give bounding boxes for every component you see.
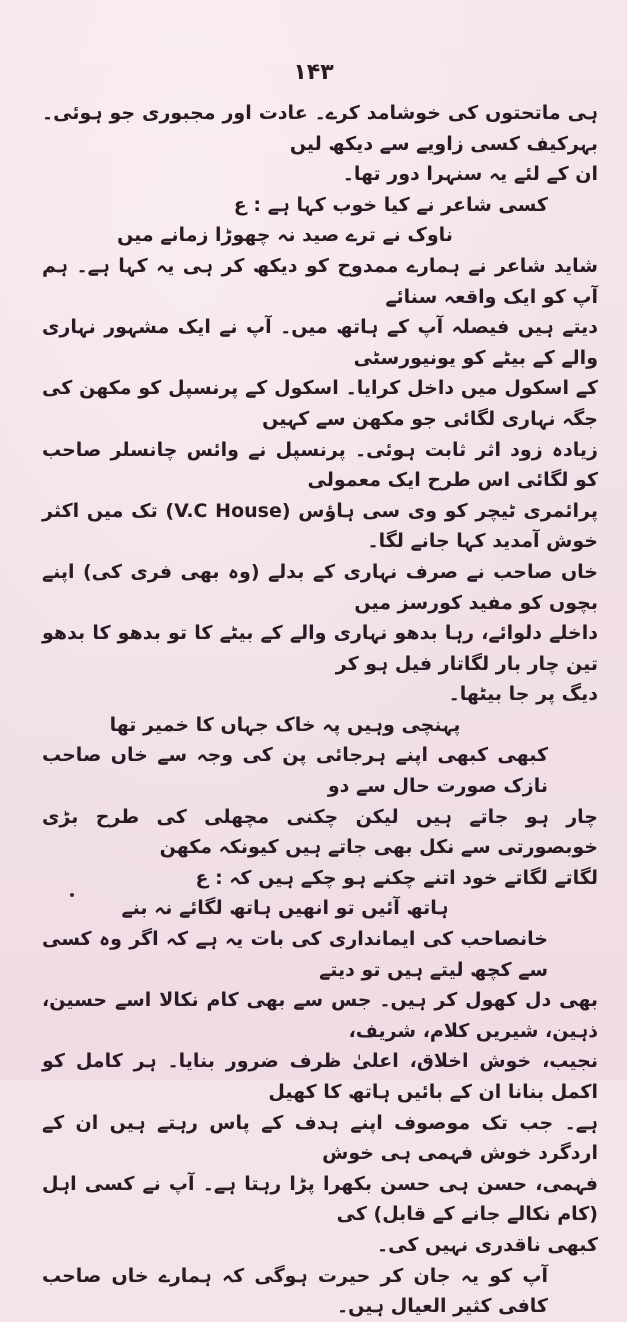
text-line: ہے۔ جب تک موصوف اپنے ہدف کے پاس رہتے ہیں ان کے اردگرد خوش فہمی ہی خوش [42, 1111, 598, 1165]
text-line: ہی ماتحتوں کی خوشامد کرے۔ عادت اور مجبوری جو ہوئی۔ بہرکیف کسی زاویے سے دیکھ لیں [42, 102, 598, 155]
text-line: کبھی ناقدری نہیں کی۔ [377, 1233, 598, 1256]
text-line: داخلے دلوائے، رہا بدھو نہاری والے کے بیٹے کا تو بدھو کا بدھو تین چار بار لگاتار فیل ہو کر [42, 622, 598, 675]
text-line: کبھی کبھی اپنے ہرجائی پن کی وجہ سے خاں صاحب نازک صورت حال سے دو [42, 744, 548, 798]
text-line: زیادہ زود اثر ثابت ہوئی۔ پرنسپل نے وائس چانسلر صاحب کو لگائی اس طرح ایک معمولی [42, 438, 598, 492]
verse-line: ناوک نے ترے صید نہ چھوڑا زمانے میں [117, 224, 453, 247]
text-line: خانصاحب کی ایمانداری کی بات یہ ہے کہ اگر وہ کسی سے کچھ لیتے ہیں تو دیتے [42, 928, 548, 981]
text-line: دیگ پر جا بیٹھا۔ [448, 683, 598, 706]
text-line: لگاتے لگاتے خود اتنے چکنے ہو چکے ہیں کہ : ع [195, 866, 598, 889]
text-line: فہمی، حسن ہی حسن بکھرا پڑا رہتا ہے۔ آپ نے کسی اہل (کام نکالے جانے کے قابل) کی [42, 1172, 598, 1226]
ink-dot [70, 893, 74, 897]
text-line: کے اسکول میں داخل کرایا۔ اسکول کے پرنسپل کو مکھن کی جگہ نہاری لگائی جو مکھن سے کہیں [42, 377, 598, 430]
verse-line: ہاتھ آئیں تو انھیں ہاتھ لگائے نہ بنے [121, 897, 449, 920]
page-number: ۱۴۳ [293, 60, 334, 85]
text-line: شاید شاعر نے ہمارے ممدوح کو دیکھ کر ہی یہ کہا ہے۔ ہم آپ کو ایک واقعہ سنائے [42, 254, 598, 308]
verse-line: پہنچی وہیں پہ خاک جہاں کا خمیر تھا [109, 713, 461, 736]
text-line: نجیب، خوش اخلاق، اعلیٰ ظرف ضرور بنایا۔ ہر کامل کو اکمل بنانا ان کے بائیں ہاتھ کا کھیل [42, 1050, 598, 1103]
text-line: کسی شاعر نے کیا خوب کہا ہے : ع [233, 193, 548, 216]
text-line: پرائمری ٹیچر کو وی سی ہاؤس (V.C House) تک میں اکثر خوش آمدید کہا جانے لگا۔ [42, 499, 598, 553]
text-line: بھی دل کھول کر ہیں۔ جس سے بھی کام نکالا اسے حسین، ذہین، شیریں کلام، شریف، [42, 989, 598, 1042]
text-line: خاں صاحب نے صرف نہاری کے بدلے (وہ بھی فری کی) اپنے بچوں کو مفید کورسز میں [42, 560, 598, 614]
text-line: آپ کو یہ جان کر حیرت ہوگی کہ ہمارے خاں صاحب کافی کثیر العیال ہیں۔ [42, 1264, 548, 1318]
text-line: دیتے ہیں فیصلہ آپ کے ہاتھ میں۔ آپ نے ایک مشہور نہاری والے کے بیٹے کو یونیورسٹی [42, 316, 598, 369]
text-line: چار ہو جاتے ہیں لیکن چکنی مچھلی کی طرح بڑی خوبصورتی سے نکل بھی جاتے ہیں کیونکہ مکھن [42, 805, 598, 859]
text-line: ان کے لئے یہ سنہرا دور تھا۔ [342, 163, 598, 186]
body-text [42, 98, 598, 1322]
